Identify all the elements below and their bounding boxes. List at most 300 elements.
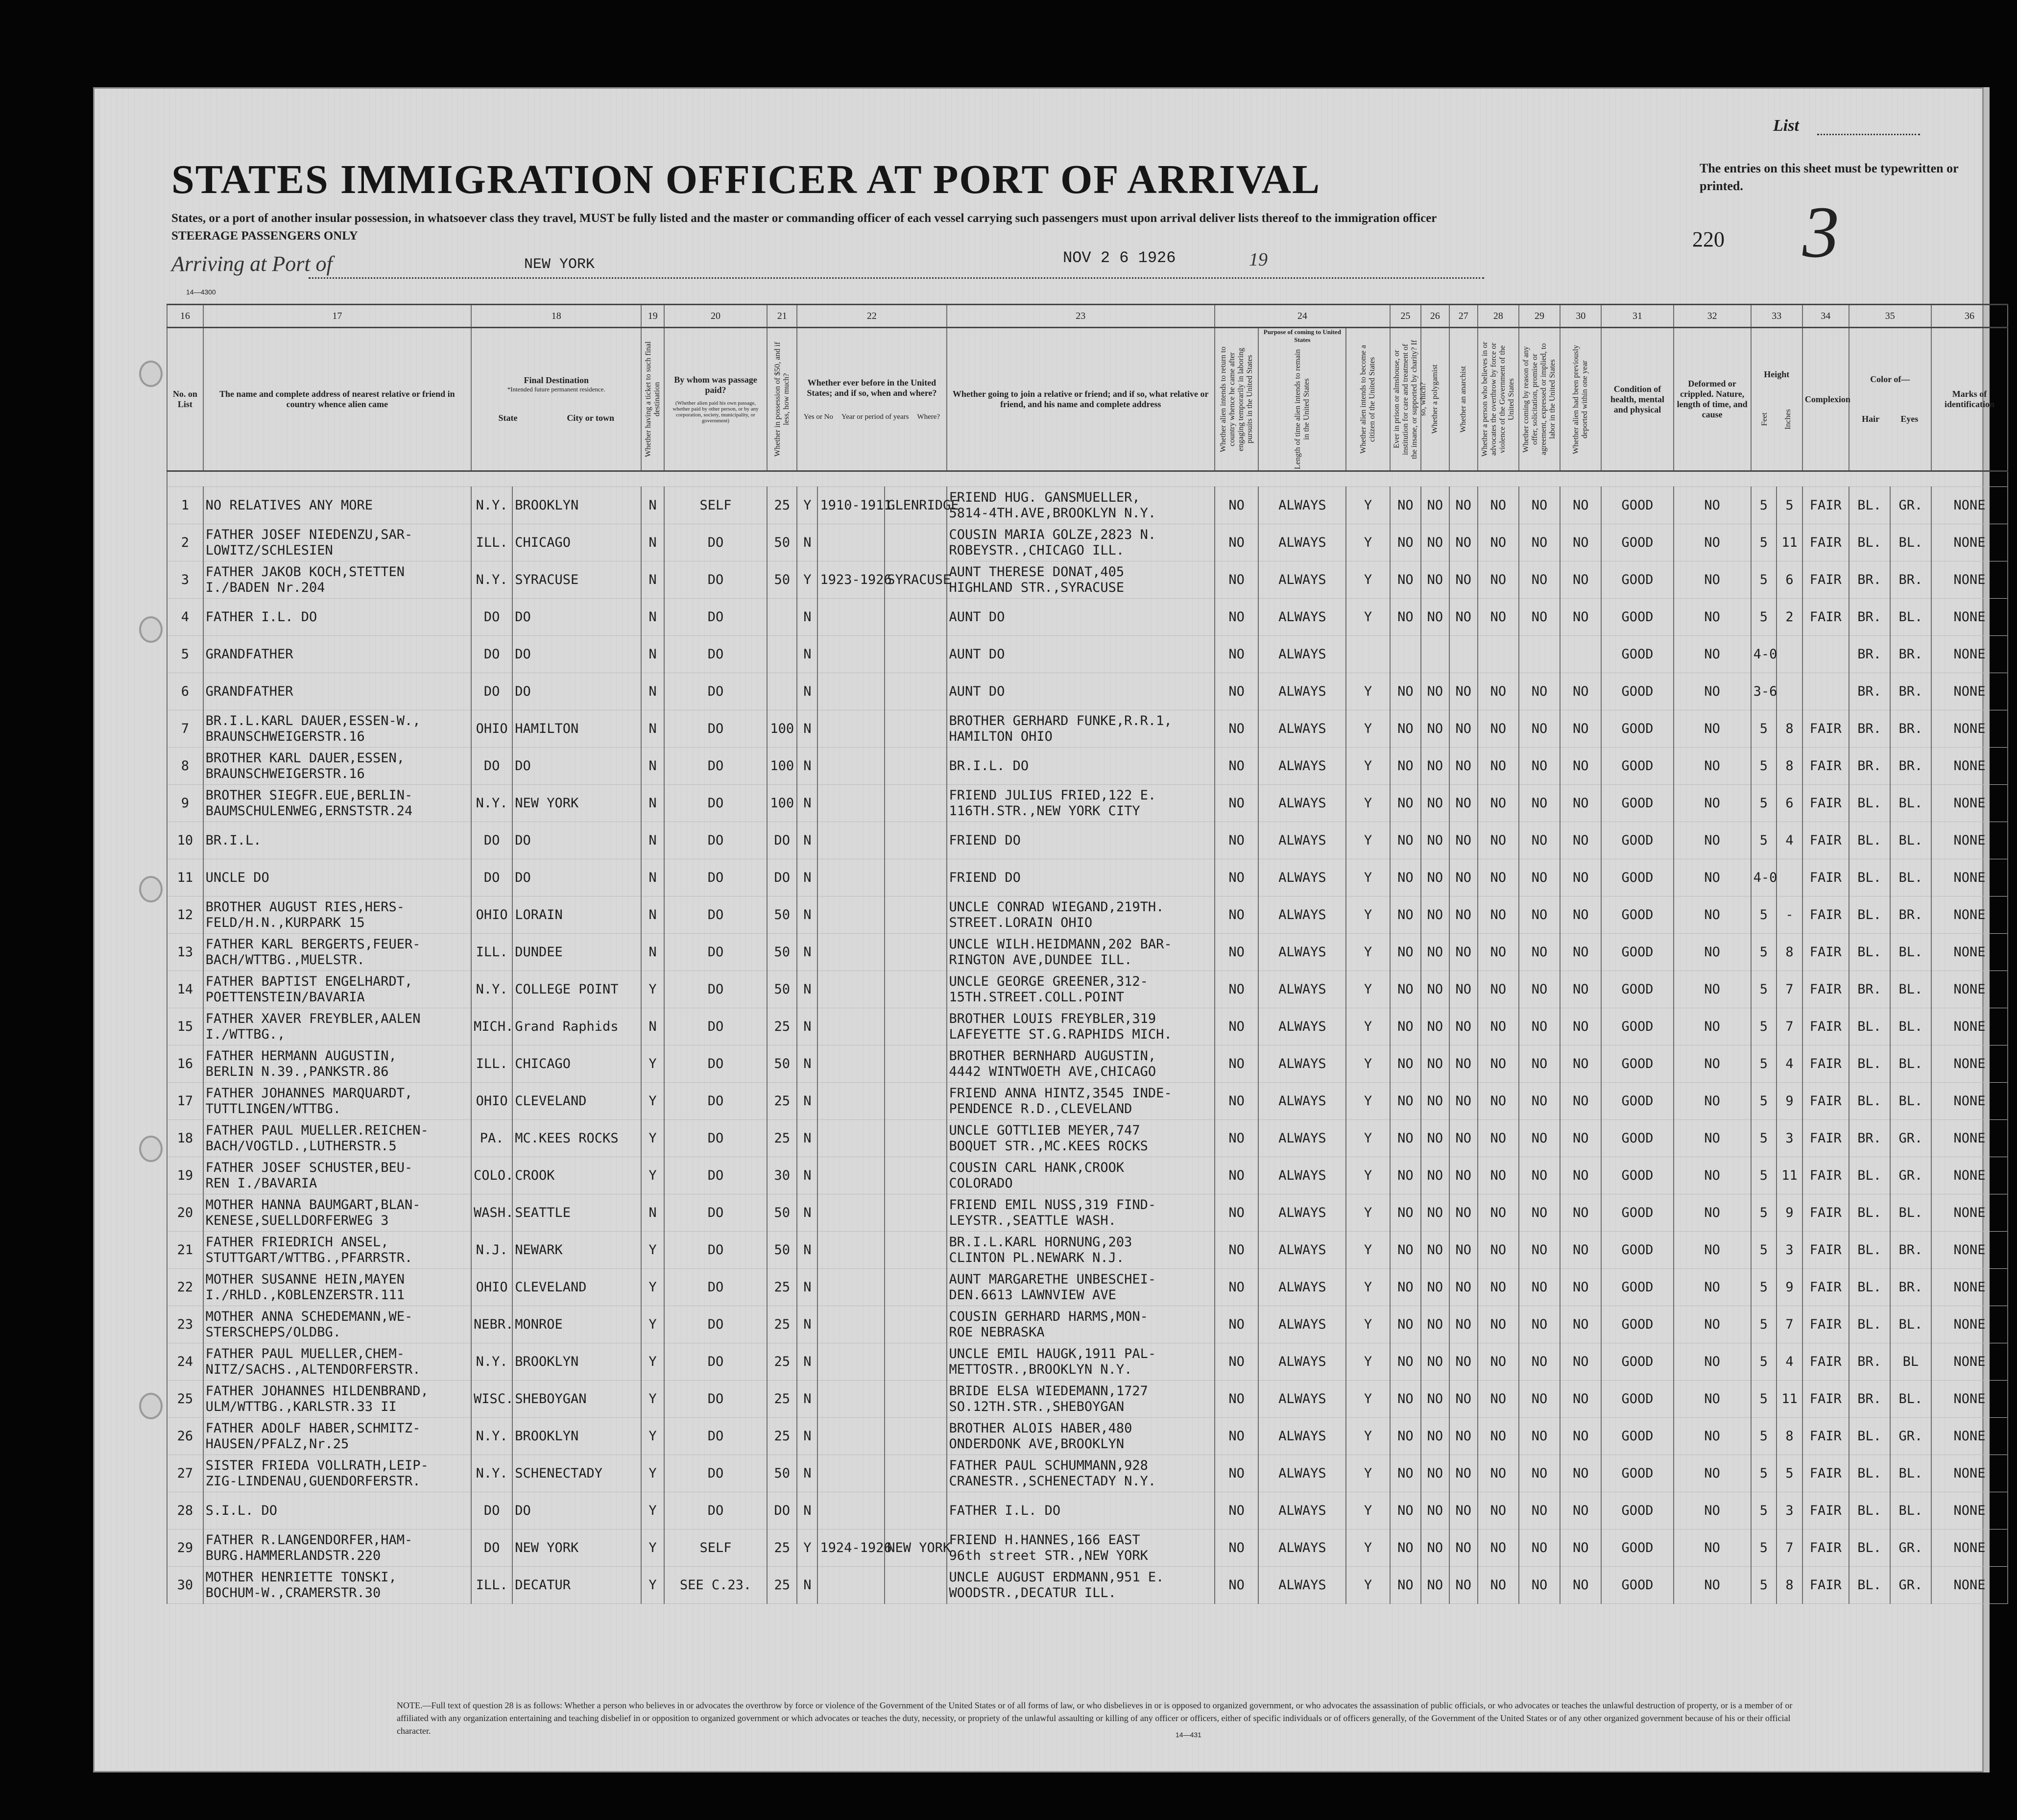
q26-value: NO bbox=[1421, 1381, 1449, 1418]
before-where bbox=[885, 785, 946, 822]
destination-city: BROOKLYN bbox=[512, 1418, 641, 1455]
q29-value: NO bbox=[1519, 1232, 1560, 1269]
hair-color: BL. bbox=[1849, 859, 1890, 897]
passage-paid-by: DO bbox=[664, 1120, 768, 1157]
q24c-value: Y bbox=[1346, 897, 1390, 934]
identification-marks: NONE bbox=[1931, 897, 2008, 934]
identification-marks: NONE bbox=[1931, 822, 2008, 859]
q24a-value: NO bbox=[1215, 822, 1258, 859]
ticket-flag: N bbox=[641, 748, 664, 785]
destination-city: SEATTLE bbox=[512, 1194, 641, 1232]
destination-state: ILL. bbox=[471, 1045, 512, 1083]
height-feet: 5 bbox=[1751, 1529, 1777, 1567]
eye-color: BL bbox=[1890, 1343, 1931, 1381]
complexion-value: FAIR bbox=[1802, 748, 1849, 785]
money-amount: 50 bbox=[767, 1194, 797, 1232]
identification-marks: NONE bbox=[1931, 859, 2008, 897]
destination-state: DO bbox=[471, 636, 512, 673]
punch-ring bbox=[139, 876, 163, 902]
table-row bbox=[167, 710, 2008, 748]
q28-value: NO bbox=[1478, 1194, 1519, 1232]
before-in-us: N bbox=[797, 1269, 817, 1306]
before-year bbox=[817, 1567, 885, 1604]
q25-value: NO bbox=[1390, 859, 1421, 897]
table-row bbox=[167, 1455, 2008, 1492]
money-amount: 25 bbox=[767, 1567, 797, 1604]
height-feet: 5 bbox=[1751, 1492, 1777, 1529]
q27-value: NO bbox=[1449, 1529, 1478, 1567]
q24c-value: Y bbox=[1346, 1008, 1390, 1045]
q30-value: NO bbox=[1560, 1157, 1601, 1194]
destination-state: NEBR. bbox=[471, 1306, 512, 1343]
header-inches: Inches bbox=[1784, 409, 1793, 430]
complexion-value: FAIR bbox=[1802, 822, 1849, 859]
height-feet: 5 bbox=[1751, 1157, 1777, 1194]
before-year bbox=[817, 1306, 885, 1343]
height-feet: 5 bbox=[1751, 1343, 1777, 1381]
deformed-value: NO bbox=[1674, 1455, 1751, 1492]
deformed-value: NO bbox=[1674, 710, 1751, 748]
health-condition: GOOD bbox=[1601, 1083, 1673, 1120]
money-amount: 25 bbox=[767, 1418, 797, 1455]
q24b-value: ALWAYS bbox=[1258, 636, 1346, 673]
height-inches: 9 bbox=[1777, 1269, 1802, 1306]
health-condition: GOOD bbox=[1601, 934, 1673, 971]
q26-value: NO bbox=[1421, 487, 1449, 524]
q26-value: NO bbox=[1421, 1455, 1449, 1492]
before-year bbox=[817, 1157, 885, 1194]
passage-paid-by: DO bbox=[664, 636, 768, 673]
height-inches: 3 bbox=[1777, 1120, 1802, 1157]
q29-value: NO bbox=[1519, 822, 1560, 859]
height-feet: 4-0 bbox=[1751, 859, 1777, 897]
before-where bbox=[885, 636, 946, 673]
q25-value bbox=[1390, 636, 1421, 673]
arrival-line bbox=[309, 277, 1484, 279]
q27-value: NO bbox=[1449, 748, 1478, 785]
entries-note: The entries on this sheet must be typewritten or printed. bbox=[1700, 161, 1959, 193]
before-in-us: N bbox=[797, 1418, 817, 1455]
q24a-value: NO bbox=[1215, 636, 1258, 673]
before-in-us: N bbox=[797, 1492, 817, 1529]
form-number: 14—4300 bbox=[186, 288, 216, 296]
q26-value: NO bbox=[1421, 859, 1449, 897]
health-condition: GOOD bbox=[1601, 785, 1673, 822]
height-feet: 5 bbox=[1751, 1083, 1777, 1120]
q24b-value: ALWAYS bbox=[1258, 785, 1346, 822]
before-year bbox=[817, 1008, 885, 1045]
identification-marks: NONE bbox=[1931, 710, 2008, 748]
column-number: 19 bbox=[641, 305, 664, 328]
joining-relative: UNCLE GEORGE GREENER,312- 15TH.STREET.COLL.POINT bbox=[947, 971, 1215, 1008]
table-row bbox=[167, 971, 2008, 1008]
before-year bbox=[817, 1343, 885, 1381]
before-year bbox=[817, 1492, 885, 1529]
joining-relative: UNCLE WILH.HEIDMANN,202 BAR- RINGTON AVE,DUNDEE ILL. bbox=[947, 934, 1215, 971]
health-condition: GOOD bbox=[1601, 1194, 1673, 1232]
destination-city: MONROE bbox=[512, 1306, 641, 1343]
before-year bbox=[817, 1232, 885, 1269]
punch-ring bbox=[139, 616, 163, 643]
header-money: Whether in possession of $50, and if less, how much? bbox=[767, 328, 797, 471]
q24b-value: ALWAYS bbox=[1258, 1157, 1346, 1194]
before-year: 1923-1926 bbox=[817, 561, 885, 599]
deformed-value: NO bbox=[1674, 1120, 1751, 1157]
table-row bbox=[167, 934, 2008, 971]
joining-relative: AUNT DO bbox=[947, 599, 1215, 636]
manifest-sheet bbox=[93, 87, 1994, 1772]
before-where bbox=[885, 897, 946, 934]
column-number: 26 bbox=[1421, 305, 1449, 328]
passage-paid-by: DO bbox=[664, 1045, 768, 1083]
q30-value: NO bbox=[1560, 599, 1601, 636]
deformed-value: NO bbox=[1674, 859, 1751, 897]
q30-value: NO bbox=[1560, 524, 1601, 561]
q27-value: NO bbox=[1449, 710, 1478, 748]
q27-value: NO bbox=[1449, 1120, 1478, 1157]
height-inches: 3 bbox=[1777, 1232, 1802, 1269]
ticket-flag: Y bbox=[641, 1232, 664, 1269]
q26-value: NO bbox=[1421, 1008, 1449, 1045]
health-condition: GOOD bbox=[1601, 822, 1673, 859]
joining-relative: BROTHER LOUIS FREYBLER,319 LAFEYETTE ST.G.RAPHIDS MICH. bbox=[947, 1008, 1215, 1045]
q25-value: NO bbox=[1390, 1567, 1421, 1604]
complexion-value: FAIR bbox=[1802, 1567, 1849, 1604]
before-where: GLENRIDGE bbox=[885, 487, 946, 524]
q27-value: NO bbox=[1449, 1381, 1478, 1418]
destination-state: N.Y. bbox=[471, 561, 512, 599]
destination-city: MC.KEES ROCKS bbox=[512, 1120, 641, 1157]
nearest-relative: BROTHER KARL DAUER,ESSEN, BRAUNSCHWEIGERSTR.16 bbox=[203, 748, 471, 785]
identification-marks: NONE bbox=[1931, 1418, 2008, 1455]
ticket-flag: Y bbox=[641, 1418, 664, 1455]
complexion-value: FAIR bbox=[1802, 1157, 1849, 1194]
eye-color: BL. bbox=[1890, 971, 1931, 1008]
q24a-value: NO bbox=[1215, 1343, 1258, 1381]
nearest-relative: MOTHER HENRIETTE TONSKI, BOCHUM-W.,CRAMERSTR.30 bbox=[203, 1567, 471, 1604]
destination-city: SYRACUSE bbox=[512, 561, 641, 599]
q30-value: NO bbox=[1560, 748, 1601, 785]
q24c-value: Y bbox=[1346, 487, 1390, 524]
destination-state: ILL. bbox=[471, 934, 512, 971]
joining-relative: FRIEND DO bbox=[947, 859, 1215, 897]
before-in-us: N bbox=[797, 1194, 817, 1232]
q27-value bbox=[1449, 636, 1478, 673]
nearest-relative: BR.I.L.KARL DAUER,ESSEN-W., BRAUNSCHWEIGERSTR.16 bbox=[203, 710, 471, 748]
nearest-relative: FATHER JOHANNES MARQUARDT, TUTTLINGEN/WTTBG. bbox=[203, 1083, 471, 1120]
identification-marks: NONE bbox=[1931, 971, 2008, 1008]
q28-value: NO bbox=[1478, 599, 1519, 636]
nearest-relative: MOTHER SUSANNE HEIN,MAYEN I./RHLD.,KOBLENZERSTR.111 bbox=[203, 1269, 471, 1306]
money-amount: 50 bbox=[767, 897, 797, 934]
before-where bbox=[885, 599, 946, 636]
eye-color: GR. bbox=[1890, 1529, 1931, 1567]
deformed-value: NO bbox=[1674, 524, 1751, 561]
money-amount: 25 bbox=[767, 1381, 797, 1418]
height-feet: 5 bbox=[1751, 822, 1777, 859]
row-number: 13 bbox=[167, 934, 203, 971]
hair-color: BL. bbox=[1849, 785, 1890, 822]
nearest-relative: MOTHER HANNA BAUMGART,BLAN- KENESE,SUELLDORFERWEG 3 bbox=[203, 1194, 471, 1232]
destination-city: NEW YORK bbox=[512, 1529, 641, 1567]
list-label: List bbox=[1773, 117, 1799, 135]
ticket-flag: Y bbox=[641, 1306, 664, 1343]
before-year bbox=[817, 897, 885, 934]
height-inches: 7 bbox=[1777, 971, 1802, 1008]
column-number-row bbox=[167, 305, 2008, 328]
before-where bbox=[885, 1306, 946, 1343]
q28-value: NO bbox=[1478, 859, 1519, 897]
q25-value: NO bbox=[1390, 1343, 1421, 1381]
hair-color: BL. bbox=[1849, 1045, 1890, 1083]
money-amount bbox=[767, 673, 797, 710]
q24c-value: Y bbox=[1346, 1306, 1390, 1343]
column-number: 22 bbox=[797, 305, 946, 328]
q24a-value: NO bbox=[1215, 897, 1258, 934]
q27-value: NO bbox=[1449, 971, 1478, 1008]
q30-value bbox=[1560, 636, 1601, 673]
destination-state: DO bbox=[471, 822, 512, 859]
passage-paid-by: DO bbox=[664, 1492, 768, 1529]
passage-paid-by: DO bbox=[664, 971, 768, 1008]
ticket-flag: N bbox=[641, 785, 664, 822]
arrival-date-stamp: NOV 2 6 1926 bbox=[1063, 249, 1176, 267]
table-row bbox=[167, 1008, 2008, 1045]
height-feet: 5 bbox=[1751, 1418, 1777, 1455]
q30-value: NO bbox=[1560, 1418, 1601, 1455]
height-inches: 11 bbox=[1777, 524, 1802, 561]
health-condition: GOOD bbox=[1601, 1567, 1673, 1604]
height-inches: 9 bbox=[1777, 1083, 1802, 1120]
hair-color: BR. bbox=[1849, 599, 1890, 636]
eye-color: BR. bbox=[1890, 897, 1931, 934]
complexion-value: FAIR bbox=[1802, 1083, 1849, 1120]
column-number: 31 bbox=[1601, 305, 1673, 328]
passage-paid-by: SEE C.23. bbox=[664, 1567, 768, 1604]
q29-value: NO bbox=[1519, 1269, 1560, 1306]
destination-city: LORAIN bbox=[512, 897, 641, 934]
q27-value: NO bbox=[1449, 1455, 1478, 1492]
eye-color: GR. bbox=[1890, 1120, 1931, 1157]
passage-paid-by: DO bbox=[664, 1343, 768, 1381]
q26-value: NO bbox=[1421, 934, 1449, 971]
row-number: 21 bbox=[167, 1232, 203, 1269]
before-where bbox=[885, 1120, 946, 1157]
column-number: 33 bbox=[1751, 305, 1802, 328]
table-row bbox=[167, 1381, 2008, 1418]
ticket-flag: N bbox=[641, 859, 664, 897]
deformed-value: NO bbox=[1674, 934, 1751, 971]
destination-state: MICH. bbox=[471, 1008, 512, 1045]
q24b-value: ALWAYS bbox=[1258, 1232, 1346, 1269]
q24a-value: NO bbox=[1215, 710, 1258, 748]
deformed-value: NO bbox=[1674, 785, 1751, 822]
identification-marks: NONE bbox=[1931, 1343, 2008, 1381]
eye-color: BR. bbox=[1890, 636, 1931, 673]
before-in-us: N bbox=[797, 1008, 817, 1045]
q29-value: NO bbox=[1519, 487, 1560, 524]
row-number: 6 bbox=[167, 673, 203, 710]
q24a-value: NO bbox=[1215, 561, 1258, 599]
q26-value: NO bbox=[1421, 1418, 1449, 1455]
health-condition: GOOD bbox=[1601, 1343, 1673, 1381]
row-number: 26 bbox=[167, 1418, 203, 1455]
height-feet: 5 bbox=[1751, 1194, 1777, 1232]
q24a-value: NO bbox=[1215, 748, 1258, 785]
joining-relative: COUSIN GERHARD HARMS,MON- ROE NEBRASKA bbox=[947, 1306, 1215, 1343]
destination-state: DO bbox=[471, 1492, 512, 1529]
q24b-value: ALWAYS bbox=[1258, 1567, 1346, 1604]
row-number: 18 bbox=[167, 1120, 203, 1157]
spacer-row bbox=[167, 471, 2008, 487]
nearest-relative: FATHER JOHANNES HILDENBRAND, ULM/WTTBG.,KARLSTR.33 II bbox=[203, 1381, 471, 1418]
q25-value: NO bbox=[1390, 1269, 1421, 1306]
table-row bbox=[167, 822, 2008, 859]
height-inches: 8 bbox=[1777, 934, 1802, 971]
destination-city: COLLEGE POINT bbox=[512, 971, 641, 1008]
health-condition: GOOD bbox=[1601, 1045, 1673, 1083]
money-amount: DO bbox=[767, 1492, 797, 1529]
deformed-value: NO bbox=[1674, 1269, 1751, 1306]
q27-value: NO bbox=[1449, 934, 1478, 971]
deformed-value: NO bbox=[1674, 1343, 1751, 1381]
joining-relative: BR.I.L. DO bbox=[947, 748, 1215, 785]
column-number: 17 bbox=[203, 305, 471, 328]
q26-value: NO bbox=[1421, 822, 1449, 859]
q24a-value: NO bbox=[1215, 934, 1258, 971]
table-row bbox=[167, 748, 2008, 785]
identification-marks: NONE bbox=[1931, 636, 2008, 673]
eye-color: BL. bbox=[1890, 1492, 1931, 1529]
hair-color: BR. bbox=[1849, 1343, 1890, 1381]
joining-relative: BROTHER BERNHARD AUGUSTIN, 4442 WINTWOETH AVE,CHICAGO bbox=[947, 1045, 1215, 1083]
deformed-value: NO bbox=[1674, 1529, 1751, 1567]
identification-marks: NONE bbox=[1931, 1529, 2008, 1567]
deformed-value: NO bbox=[1674, 1492, 1751, 1529]
q27-value: NO bbox=[1449, 1008, 1478, 1045]
before-where bbox=[885, 673, 946, 710]
q27-value: NO bbox=[1449, 1045, 1478, 1083]
joining-relative: AUNT DO bbox=[947, 673, 1215, 710]
destination-city: BROOKLYN bbox=[512, 487, 641, 524]
joining-relative: FRIEND EMIL NUSS,319 FIND- LEYSTR.,SEATTLE WASH. bbox=[947, 1194, 1215, 1232]
hair-color: BL. bbox=[1849, 897, 1890, 934]
q24a-value: NO bbox=[1215, 971, 1258, 1008]
before-in-us: N bbox=[797, 599, 817, 636]
before-where: NEW YORK bbox=[885, 1529, 946, 1567]
before-year: 1910-1911 bbox=[817, 487, 885, 524]
hair-color: BL. bbox=[1849, 1194, 1890, 1232]
q24c-value: Y bbox=[1346, 599, 1390, 636]
ticket-flag: N bbox=[641, 673, 664, 710]
height-inches: 6 bbox=[1777, 561, 1802, 599]
hair-color: BL. bbox=[1849, 1567, 1890, 1604]
eye-color: BL. bbox=[1890, 1083, 1931, 1120]
row-number: 29 bbox=[167, 1529, 203, 1567]
row-number: 10 bbox=[167, 822, 203, 859]
joining-relative: BR.I.L.KARL HORNUNG,203 CLINTON PL.NEWARK N.J. bbox=[947, 1232, 1215, 1269]
passage-paid-by: SELF bbox=[664, 487, 768, 524]
ticket-flag: Y bbox=[641, 1455, 664, 1492]
eye-color: BL. bbox=[1890, 1455, 1931, 1492]
header-hair: Hair bbox=[1862, 414, 1880, 424]
header-q24a: Whether alien intends to return to country whence he came after engaging temporarily in laboring pursuits in the United States bbox=[1215, 328, 1258, 471]
identification-marks: NONE bbox=[1931, 1567, 2008, 1604]
before-where bbox=[885, 1083, 946, 1120]
complexion-value: FAIR bbox=[1802, 1492, 1849, 1529]
money-amount: 25 bbox=[767, 1269, 797, 1306]
q24a-value: NO bbox=[1215, 785, 1258, 822]
q24b-value: ALWAYS bbox=[1258, 859, 1346, 897]
q26-value: NO bbox=[1421, 971, 1449, 1008]
nearest-relative: GRANDFATHER bbox=[203, 673, 471, 710]
q24c-value: Y bbox=[1346, 785, 1390, 822]
complexion-value: FAIR bbox=[1802, 897, 1849, 934]
before-in-us: N bbox=[797, 1083, 817, 1120]
money-amount: 25 bbox=[767, 1343, 797, 1381]
height-inches: 11 bbox=[1777, 1157, 1802, 1194]
eye-color: BR. bbox=[1890, 1232, 1931, 1269]
q29-value: NO bbox=[1519, 1083, 1560, 1120]
before-in-us: N bbox=[797, 748, 817, 785]
q27-value: NO bbox=[1449, 1232, 1478, 1269]
q24b-value: ALWAYS bbox=[1258, 561, 1346, 599]
q27-value: NO bbox=[1449, 1269, 1478, 1306]
q24a-value: NO bbox=[1215, 859, 1258, 897]
destination-city: DO bbox=[512, 822, 641, 859]
height-feet: 4-0 bbox=[1751, 636, 1777, 673]
column-number: 32 bbox=[1674, 305, 1751, 328]
height-feet: 5 bbox=[1751, 1269, 1777, 1306]
row-number: 4 bbox=[167, 599, 203, 636]
identification-marks: NONE bbox=[1931, 1269, 2008, 1306]
q27-value: NO bbox=[1449, 1343, 1478, 1381]
height-inches: 7 bbox=[1777, 1008, 1802, 1045]
q25-value: NO bbox=[1390, 1455, 1421, 1492]
destination-state: OHIO bbox=[471, 897, 512, 934]
q24c-value: Y bbox=[1346, 561, 1390, 599]
q26-value: NO bbox=[1421, 1194, 1449, 1232]
destination-state: DO bbox=[471, 859, 512, 897]
passage-paid-by: DO bbox=[664, 1232, 768, 1269]
identification-marks: NONE bbox=[1931, 1083, 2008, 1120]
table-row bbox=[167, 524, 2008, 561]
before-where bbox=[885, 1157, 946, 1194]
q30-value: NO bbox=[1560, 1083, 1601, 1120]
header-final-destination: Final Destination *Intended future permanent residence. State City or town bbox=[471, 328, 641, 471]
q24c-value: Y bbox=[1346, 673, 1390, 710]
row-number: 2 bbox=[167, 524, 203, 561]
money-amount: 25 bbox=[767, 1306, 797, 1343]
q25-value: NO bbox=[1390, 524, 1421, 561]
q25-value: NO bbox=[1390, 1306, 1421, 1343]
before-year bbox=[817, 1083, 885, 1120]
deformed-value: NO bbox=[1674, 673, 1751, 710]
table-row bbox=[167, 1567, 2008, 1604]
column-number: 30 bbox=[1560, 305, 1601, 328]
q25-value: NO bbox=[1390, 822, 1421, 859]
q28-value: NO bbox=[1478, 487, 1519, 524]
joining-relative: COUSIN CARL HANK,CROOK COLORADO bbox=[947, 1157, 1215, 1194]
passage-paid-by: DO bbox=[664, 599, 768, 636]
eye-color: BR. bbox=[1890, 710, 1931, 748]
hair-color: BR. bbox=[1849, 636, 1890, 673]
q29-value: NO bbox=[1519, 1529, 1560, 1567]
height-feet: 5 bbox=[1751, 524, 1777, 561]
nearest-relative: FATHER BAPTIST ENGELHARDT, POETTENSTEIN/BAVARIA bbox=[203, 971, 471, 1008]
q24b-value: ALWAYS bbox=[1258, 897, 1346, 934]
hair-color: BL. bbox=[1849, 1269, 1890, 1306]
